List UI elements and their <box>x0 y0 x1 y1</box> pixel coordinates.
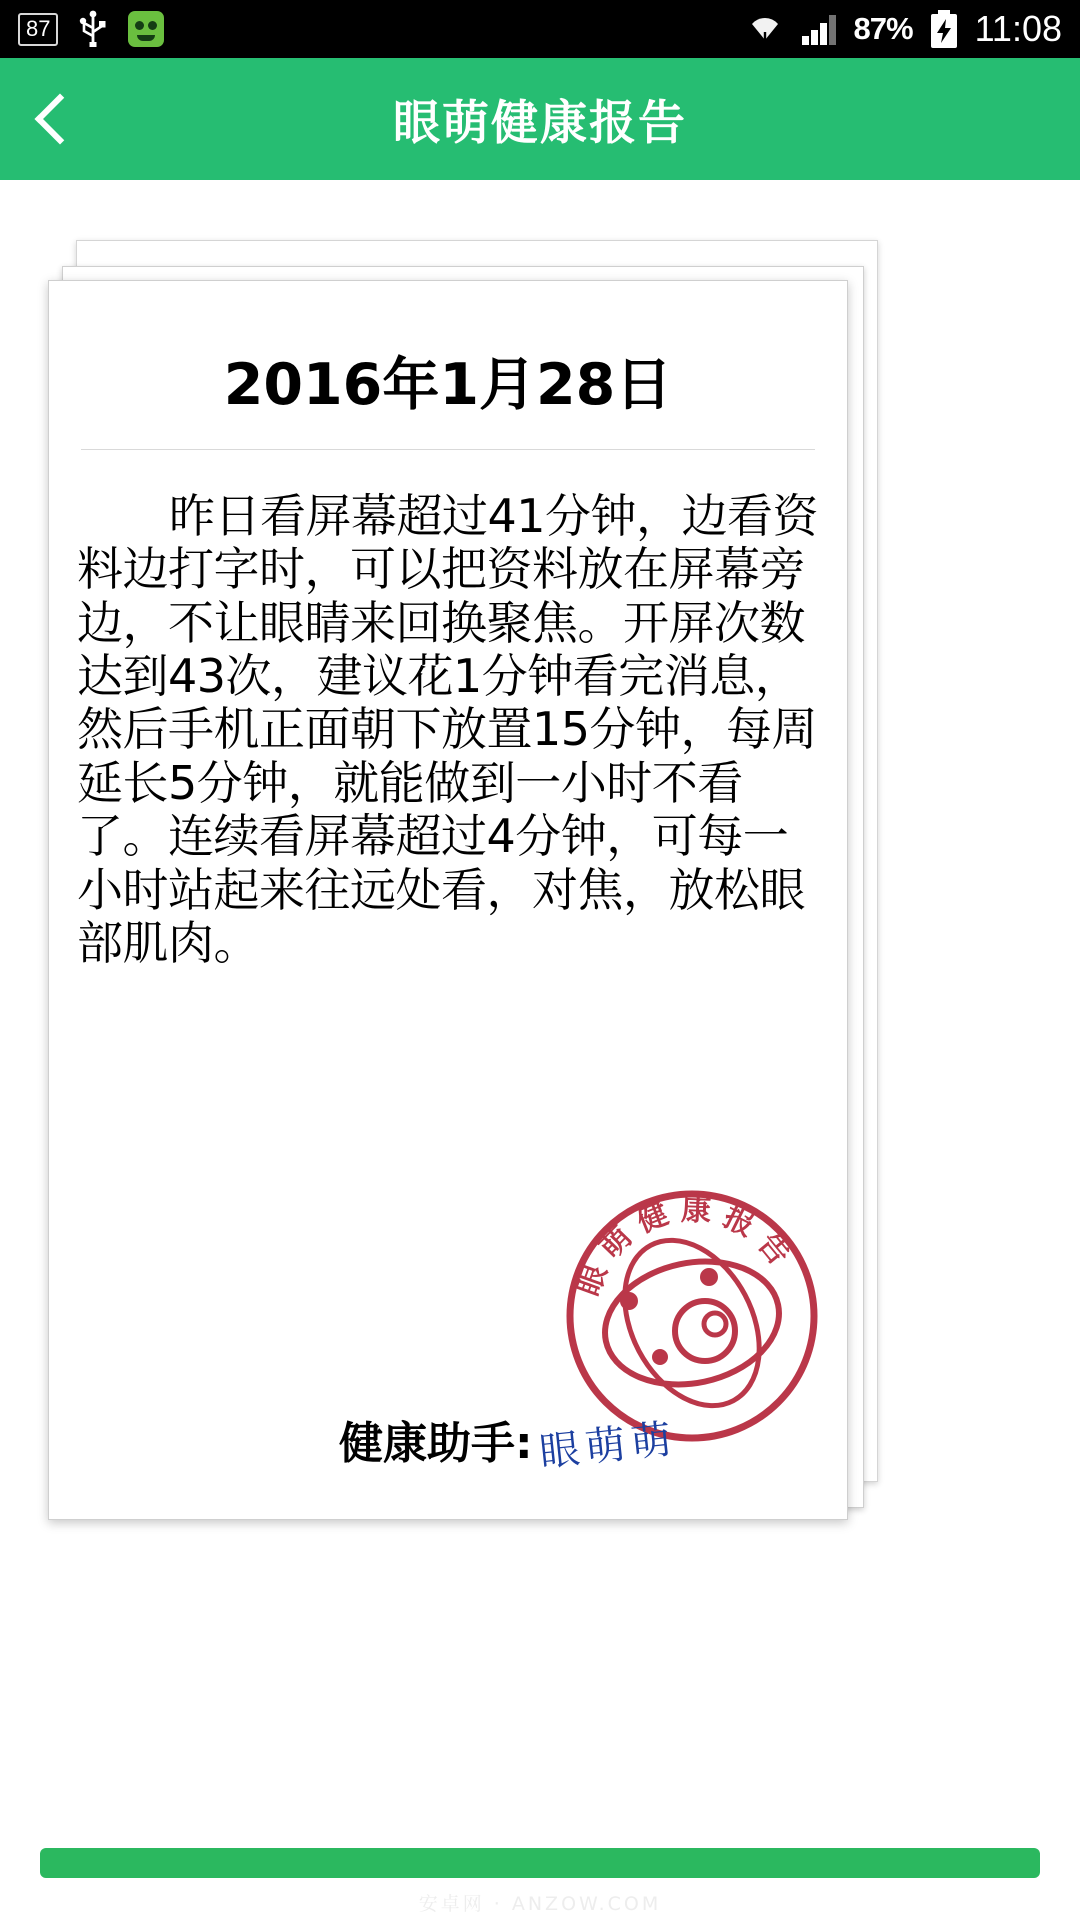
page-title: 眼萌健康报告 <box>393 95 687 151</box>
status-bar-left <box>18 10 164 48</box>
report-date: 2016年1月28日 <box>223 352 673 418</box>
bottom-action-bar[interactable] <box>40 1848 1040 1878</box>
report-card[interactable] <box>48 280 848 1520</box>
notification-badge-icon: 87 <box>18 13 58 46</box>
app-notification-icon <box>128 11 164 47</box>
watermark-label: 安卓网 · ANZOW.COM <box>418 1893 662 1915</box>
battery-percent-label: 87% <box>853 11 913 46</box>
app-bar <box>0 58 1080 180</box>
report-screen <box>0 180 1080 1920</box>
signature-row <box>49 1407 847 1477</box>
usb-icon <box>78 10 108 48</box>
report-card-stack <box>48 258 848 1498</box>
clock-label: 11:08 <box>974 8 1062 49</box>
signal-icon <box>800 10 840 48</box>
back-chevron-icon <box>35 94 86 145</box>
battery-charging-icon <box>927 9 961 49</box>
status-bar-right <box>744 8 1062 50</box>
back-button[interactable] <box>0 58 110 180</box>
signature-handwriting: 眼萌萌 <box>536 1415 680 1477</box>
report-divider <box>81 449 815 450</box>
svg-text:眼 萌 健 康 报 告: 眼 萌 健 康 报 告 <box>571 1192 797 1301</box>
wifi-icon <box>744 10 786 48</box>
status-bar <box>0 0 1080 58</box>
signature-label: 健康助手: <box>339 1418 533 1469</box>
report-body-text: 昨日看屏幕超过41分钟，边看资料边打字时，可以把资料放在屏幕旁边，不让眼睛来回换聚焦。开屏次数达到43次，建议花1分钟看完消息，然后手机正面朝下放置15分钟，每周延长5分钟，就能做到一小时不看了。连续看屏幕超过4分钟，可每一小时站起来往远处看，对焦，放松眼部肌肉。 <box>77 489 819 970</box>
